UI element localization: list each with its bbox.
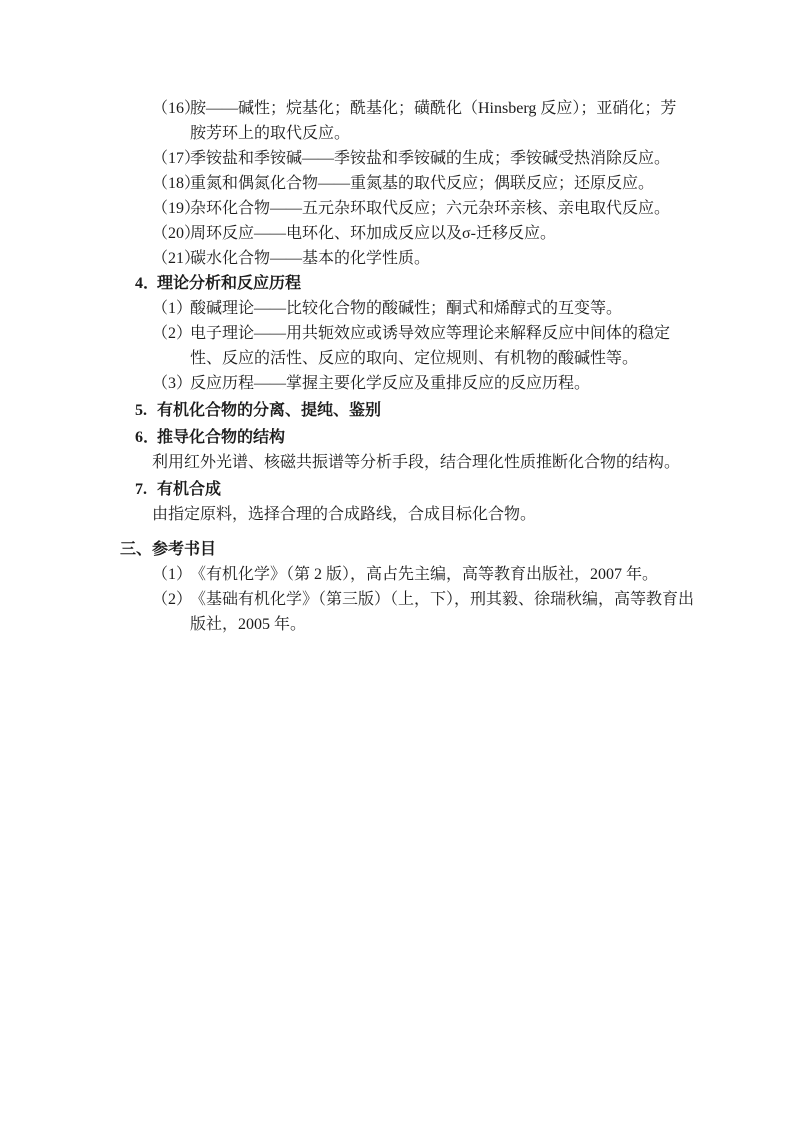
list-item-4-1 <box>0 296 793 321</box>
list-item-4-2 <box>0 321 793 371</box>
reference-item-2 <box>0 587 793 637</box>
item-text: 反应历程——掌握主要化学反应及重排反应的反应历程。 <box>190 375 591 392</box>
list-item-4-3 <box>0 371 793 396</box>
item-text: 碳水化合物——基本的化学性质。 <box>190 250 431 267</box>
item-marker: （21） <box>152 250 201 267</box>
section-title: 有机化合物的分离、提纯、鉴别 <box>157 402 382 419</box>
section-number: 6． <box>135 429 160 446</box>
list-item-19 <box>0 196 793 221</box>
chapter-number: 三、 <box>120 541 153 558</box>
section-heading-7 <box>0 477 793 502</box>
item-marker: （17） <box>152 150 201 167</box>
item-marker: （2） <box>152 325 193 342</box>
chapter-title: 参考书目 <box>152 541 217 558</box>
item-text: 胺——碱性；烷基化；酰基化；磺酰化（Hinsberg 反应）；亚硝化；芳胺芳环上的取代反应。 <box>190 100 677 142</box>
item-text: 季铵盐和季铵碱——季铵盐和季铵碱的生成；季铵碱受热消除反应。 <box>190 150 671 167</box>
section-heading-5 <box>0 398 793 423</box>
item-marker: （3） <box>152 375 193 392</box>
item-marker: （1） <box>152 566 193 583</box>
section-title: 有机合成 <box>157 481 222 498</box>
item-text: 酸碱理论——比较化合物的酸碱性；酮式和烯醇式的互变等。 <box>190 300 623 317</box>
item-marker: （18） <box>152 175 201 192</box>
section-heading-6 <box>0 425 793 450</box>
item-text: 杂环化合物——五元杂环取代反应；六元杂环亲核、亲电取代反应。 <box>190 200 671 217</box>
item-marker: （16） <box>152 100 201 117</box>
list-item-21 <box>0 246 793 271</box>
section-number: 4． <box>135 275 160 292</box>
reference-item-1 <box>0 562 793 587</box>
item-text: 《有机化学》（第 2 版），高占先主编，高等教育出版社，2007 年。 <box>190 566 659 583</box>
section-number: 5. <box>135 402 147 419</box>
section-7-paragraph: 由指定原料，选择合理的合成路线，合成目标化合物。 <box>152 506 537 523</box>
item-text: 重氮和偶氮化合物——重氮基的取代反应；偶联反应；还原反应。 <box>190 175 655 192</box>
list-item-16 <box>0 96 793 146</box>
item-marker: （20） <box>152 225 201 242</box>
item-text: 周环反应——电环化、环加成反应以及σ-迁移反应。 <box>190 225 556 242</box>
references-heading <box>0 537 793 562</box>
section-number: 7. <box>135 481 147 498</box>
item-marker: （2） <box>152 591 193 608</box>
list-item-18 <box>0 171 793 196</box>
item-text: 电子理论——用共轭效应或诱导效应等理论来解释反应中间体的稳定性、反应的活性、反应的取向、定位规则、有机物的酸碱性等。 <box>190 325 671 367</box>
section-title: 理论分析和反应历程 <box>157 275 302 292</box>
section-heading-4 <box>0 271 793 296</box>
section-6-paragraph: 利用红外光谱、核磁共振谱等分析手段，结合理化性质推断化合物的结构。 <box>152 454 681 471</box>
item-text: 《基础有机化学》（第三版）（上，下），刑其毅、徐瑞秋编，高等教育出版社，2005 年。 <box>190 591 695 633</box>
item-marker: （1） <box>152 300 193 317</box>
list-item-17 <box>0 146 793 171</box>
list-item-20 <box>0 221 793 246</box>
section-title: 推导化合物的结构 <box>157 429 286 446</box>
item-marker: （19） <box>152 200 201 217</box>
